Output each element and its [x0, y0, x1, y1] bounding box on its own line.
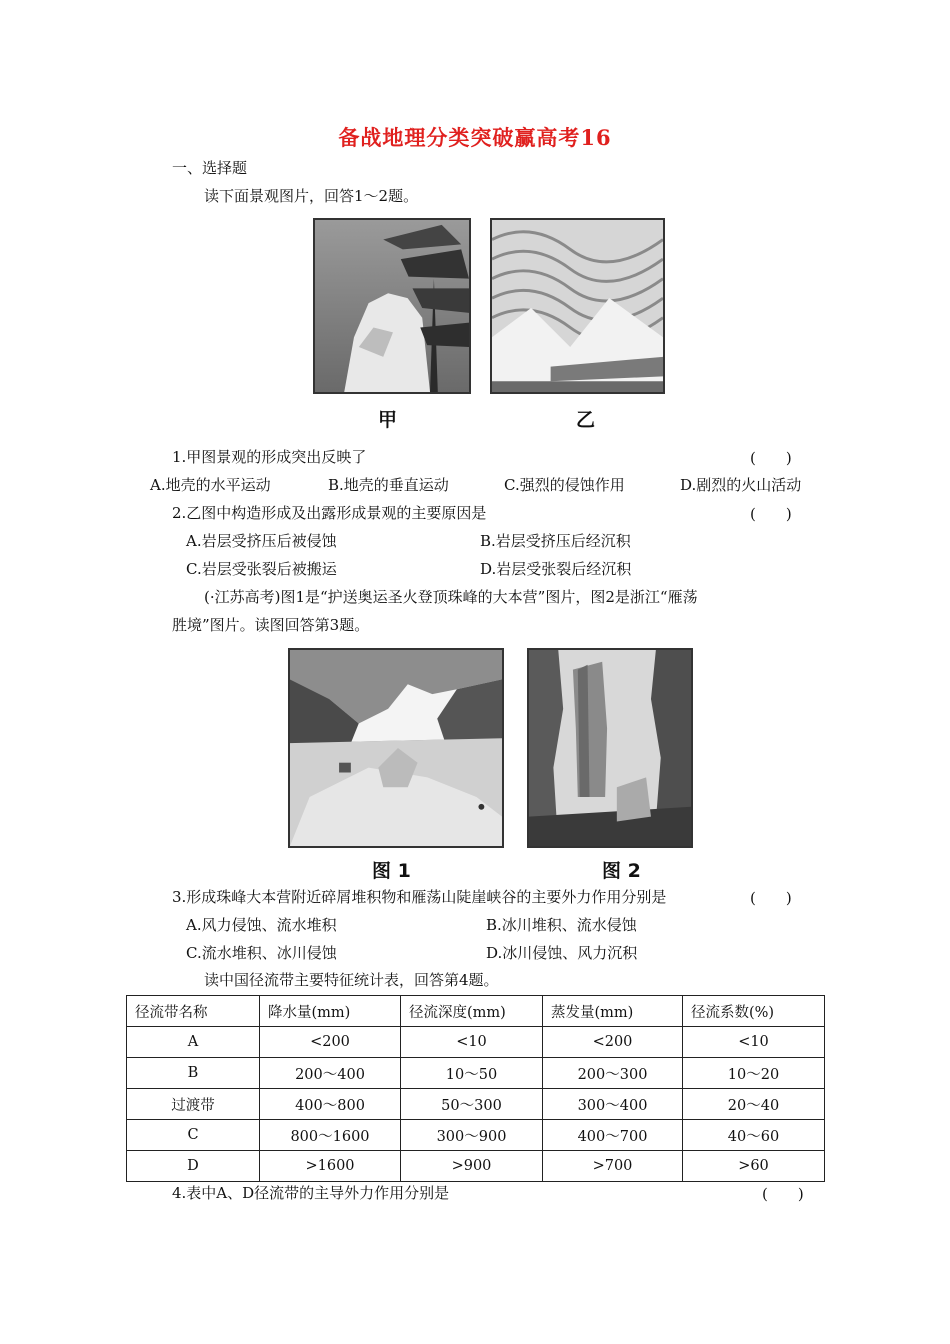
intro-q3-line1: (·江苏高考)图1是“护送奥运圣火登顶珠峰的大本营”图片，图2是浙江“雁荡: [204, 588, 698, 606]
table-cell: 400～700: [543, 1120, 683, 1151]
q3-option-a: A.风力侵蚀、流水堆积: [186, 916, 337, 934]
table-header-cell: 径流深度(mm): [401, 996, 543, 1027]
table-cell: <200: [260, 1027, 401, 1058]
q1-option-d: D.剧烈的火山活动: [680, 476, 802, 494]
q2-option-a: A.岩层受挤压后被侵蚀: [186, 532, 337, 550]
photo-fig1-everest: [288, 648, 504, 848]
table-cell: B: [127, 1058, 260, 1089]
intro-q3-line2: 胜境”图片。读图回答第3题。: [172, 616, 370, 634]
table-cell: 过渡带: [127, 1089, 260, 1120]
table-row: [127, 1027, 825, 1058]
table-cell: >60: [683, 1151, 825, 1182]
q1-option-a: A.地壳的水平运动: [150, 476, 271, 494]
q1-stem: 1.甲图景观的形成突出反映了: [172, 448, 367, 466]
table-cell: 800～1600: [260, 1120, 401, 1151]
table-cell: 300～900: [401, 1120, 543, 1151]
table-cell: <200: [543, 1027, 683, 1058]
q2-option-c: C.岩层受张裂后被搬运: [186, 560, 337, 578]
table-row: [127, 1089, 825, 1120]
q4-stem: 4.表中A、D径流带的主导外力作用分别是: [172, 1184, 450, 1202]
table-cell: >900: [401, 1151, 543, 1182]
table-cell: <10: [683, 1027, 825, 1058]
section-heading: 一、选择题: [172, 159, 248, 177]
table-header-cell: 降水量(mm): [260, 996, 401, 1027]
table-cell: >700: [543, 1151, 683, 1182]
q4-answer-blank: ( ): [762, 1185, 804, 1203]
q3-option-c: C.流水堆积、冰川侵蚀: [186, 944, 337, 962]
intro-q4: 读中国径流带主要特征统计表，回答第4题。: [204, 971, 499, 989]
photo-yi: [490, 218, 665, 394]
q2-option-b: B.岩层受挤压后经沉积: [480, 532, 631, 550]
q2-answer-blank: ( ): [750, 505, 792, 523]
caption-fig2: 图 2: [602, 860, 641, 882]
table-cell: 200～300: [543, 1058, 683, 1089]
q1-answer-blank: ( ): [750, 449, 792, 467]
q1-option-b: B.地壳的垂直运动: [328, 476, 449, 494]
runoff-table: [126, 995, 825, 1182]
table-header-row: [127, 996, 825, 1027]
table-header-cell: 径流带名称: [127, 996, 260, 1027]
q3-answer-blank: ( ): [750, 889, 792, 907]
table-cell: 40～60: [683, 1120, 825, 1151]
caption-fig1: 图 1: [372, 860, 411, 882]
table-row: [127, 1058, 825, 1089]
page-title: 备战地理分类突破赢高考16: [338, 125, 612, 150]
table-cell: 400～800: [260, 1089, 401, 1120]
q3-option-b: B.冰川堆积、流水侵蚀: [486, 916, 637, 934]
table-cell: A: [127, 1027, 260, 1058]
table-cell: 10～50: [401, 1058, 543, 1089]
q3-option-d: D.冰川侵蚀、风力沉积: [486, 944, 638, 962]
table-header-cell: 蒸发量(mm): [543, 996, 683, 1027]
table-cell: C: [127, 1120, 260, 1151]
q3-stem: 3.形成珠峰大本营附近碎屑堆积物和雁荡山陡崖峡谷的主要外力作用分别是: [172, 888, 667, 906]
table-cell: 50～300: [401, 1089, 543, 1120]
table-header-cell: 径流系数(%): [683, 996, 825, 1027]
photo-fig2-yandang: [527, 648, 693, 848]
table-cell: <10: [401, 1027, 543, 1058]
table-row: [127, 1151, 825, 1182]
photo-jia: [313, 218, 471, 394]
table-cell: >1600: [260, 1151, 401, 1182]
table-row: [127, 1120, 825, 1151]
table-cell: D: [127, 1151, 260, 1182]
table-cell: 20～40: [683, 1089, 825, 1120]
intro-q1-2: 读下面景观图片，回答1～2题。: [204, 187, 419, 205]
table-cell: 200～400: [260, 1058, 401, 1089]
q2-option-d: D.岩层受张裂后经沉积: [480, 560, 632, 578]
table-cell: 300～400: [543, 1089, 683, 1120]
q2-stem: 2.乙图中构造形成及出露形成景观的主要原因是: [172, 504, 487, 522]
q1-option-c: C.强烈的侵蚀作用: [504, 476, 625, 494]
table-cell: 10～20: [683, 1058, 825, 1089]
caption-yi: 乙: [576, 409, 596, 431]
caption-jia: 甲: [378, 409, 398, 431]
